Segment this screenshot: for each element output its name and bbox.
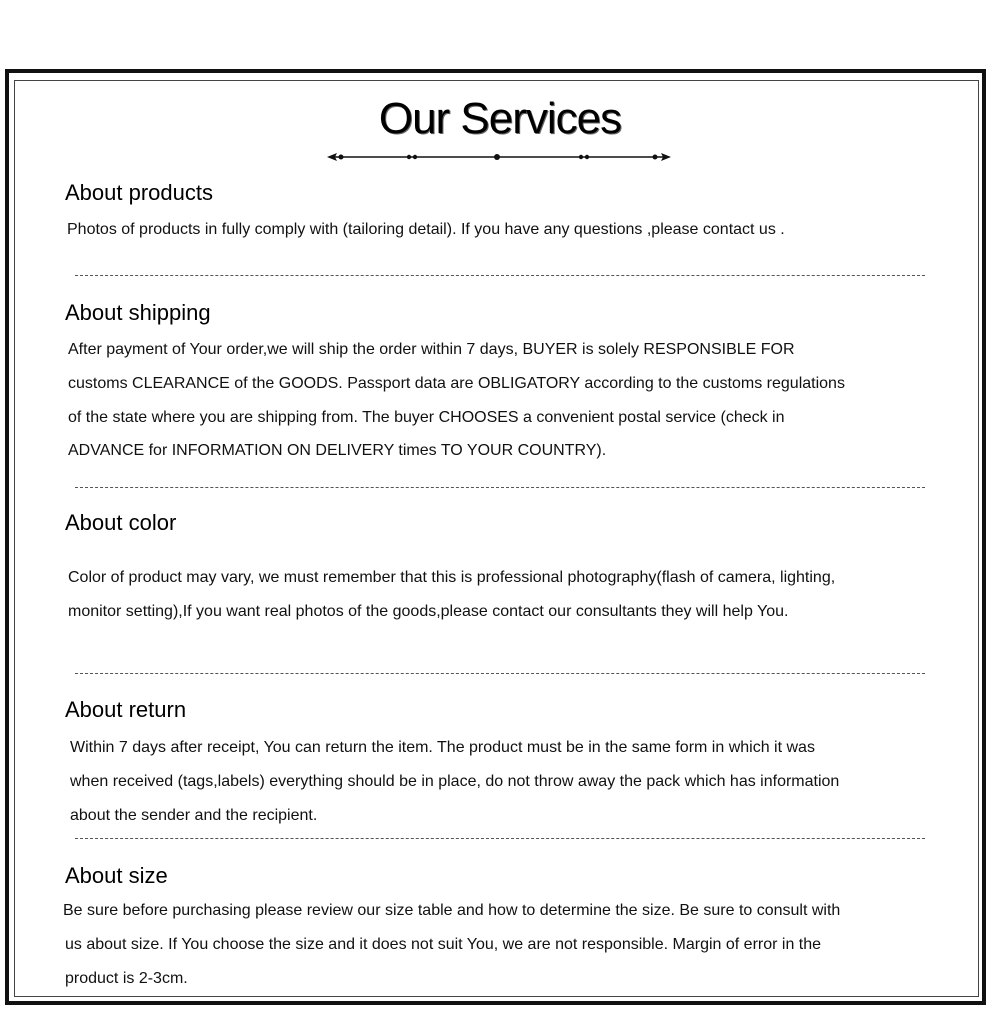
section-heading-return: About return (65, 697, 187, 722)
title-ornament-divider (325, 148, 675, 168)
section-text-line: about the sender and the recipient. (70, 807, 318, 824)
section-divider (75, 275, 925, 276)
section-text-line: Within 7 days after receipt, You can return the item. The product must be in the same form in which it was (70, 739, 815, 756)
section-text-line: product is 2-3cm. (65, 970, 188, 987)
section-text-line: Be sure before purchasing please review our size table and how to determine the size. Be sure to consult with (63, 902, 841, 919)
section-text-line: monitor setting),If you want real photos of the goods,please contact our consultants they will help You. (68, 603, 789, 620)
section-text-line: ADVANCE for INFORMATION ON DELIVERY times TO YOUR COUNTRY). (68, 442, 607, 459)
section-heading-products: About products (65, 180, 213, 205)
section-text-line: when received (tags,labels) everything should be in place, do not throw away the pack which has information (70, 773, 840, 790)
section-text-line: After payment of Your order,we will ship the order within 7 days, BUYER is solely RESPONSIBLE FOR (68, 341, 795, 358)
section-text-line: Photos of products in fully comply with (tailoring detail). If you have any questions ,please contact us . (67, 221, 785, 238)
section-text-line: Color of product may vary, we must remember that this is professional photography(flash of camera, lighting, (68, 569, 836, 586)
section-text-line: us about size. If You choose the size and it does not suit You, we are not responsible. Margin of error in the (65, 936, 822, 953)
section-divider (75, 673, 925, 674)
section-heading-color: About color (65, 510, 177, 535)
section-text-line: of the state where you are shipping from. The buyer CHOOSES a convenient postal service (check in (68, 409, 785, 426)
section-heading-size: About size (65, 863, 168, 888)
section-divider (75, 838, 925, 839)
section-divider (75, 487, 925, 488)
section-text-line: customs CLEARANCE of the GOODS. Passport data are OBLIGATORY according to the customs regulations (68, 375, 845, 392)
inner-frame (14, 80, 979, 997)
section-heading-shipping: About shipping (65, 300, 211, 325)
page-title: Our Services (378, 94, 622, 143)
